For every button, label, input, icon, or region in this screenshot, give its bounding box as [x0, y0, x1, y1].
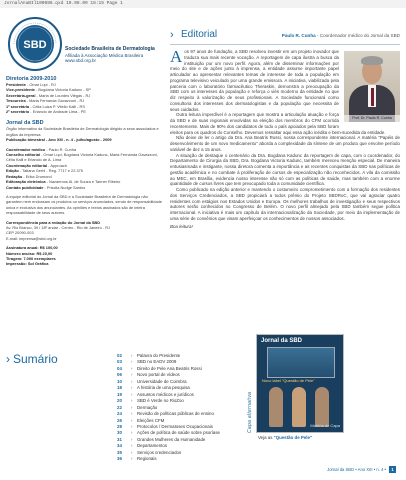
chevron-right-icon: ›	[131, 423, 133, 429]
drop-cap: A	[170, 47, 183, 66]
toc-label: Regionais	[137, 456, 157, 462]
chevron-right-icon: ›	[131, 353, 133, 358]
chevron-right-icon: ›	[131, 404, 133, 410]
cover-corner-label: Matéria de Capa	[310, 423, 340, 428]
editorial-signoff: Boa leitura!	[170, 223, 193, 229]
contact-block	[6, 220, 164, 242]
toc-page-number: 03	[117, 359, 122, 365]
toc-page-number: 28	[117, 423, 122, 429]
toc-label: Serviços credenciados	[137, 449, 182, 455]
single-price: Número avulso: R$ 20,00	[6, 250, 53, 256]
contact-address: Av. Rio Branco, 39 / 18º andar - Centro - Rio de Janeiro - RJ	[6, 224, 110, 230]
editorial-paragraph: Outra leitura imperdível é a reportagem que mostra a articulação atuação e força da SBD e de suas regionais envolvidas na eleição dos membros do CFM ocorrida recentemente. Mais de 90% dos candidatos de todo o país apoiados pela SBD foram eleitos para os quadros do Conselho. Devemos ressaltar aqui essa ação inédita e bem-sucedida da entidade.	[170, 112, 386, 135]
cover-person-figure	[315, 387, 329, 427]
team-line: Coordenador médico - Paulo R. Cunha	[6, 146, 77, 152]
chevron-right-icon: ›	[131, 378, 133, 384]
editorial-title: Editorial	[181, 29, 218, 40]
org-tagline: Afiliada à Associação Médica Brasileira	[65, 52, 144, 58]
directory-line: Tesoureira - Maria Fernanda Gavazzoni - RJ	[6, 98, 85, 104]
print-header: JornalAnuBIl100086.qxd 19.08.09 18:15 Page 1	[0, 0, 406, 8]
toc-page-number: 36	[117, 456, 122, 462]
jornal-title: Jornal da SBD	[6, 120, 44, 127]
footer-text: Jornal da SBD • Ano XIII • n. 4 •	[327, 467, 386, 472]
directory-line: Presidente - Omar Lupi - RJ	[6, 82, 56, 87]
chevron-right-icon: ›	[131, 449, 133, 455]
toc-label: Dermação	[137, 404, 158, 410]
toc-page-number: 20	[117, 398, 122, 404]
editorial-header	[170, 30, 400, 45]
cover-tv-screen	[267, 347, 335, 378]
org-website[interactable]: www.sbd.org.br	[65, 58, 97, 63]
toc-page-number: 30	[117, 430, 122, 436]
cover-person-figure	[269, 387, 283, 427]
editorial-paragraph: os 97 anos de fundação, a SBD resolveu investir em um projeto inovador que traduza sua mais recente vocação. A reportagem de capa ilustra a busca da instituição por um novo perfil. Agora, além de disseminar informações por meio do site e de ações junto à imprensa, a entidade assume importante papel articulador ao apresentar relevantes temas de interesse de toda a população em programa televisivo veiculado por uma grande emissora. A iniciativa, viabilizada pela parceria com o laboratório farmacêutico Theraskin, demonstra a preocupação da SBD com os interesses da população e reforça o viés moderno da entidade no que diz respeito à valorização de seus profissionais. A Sociedade funcionará como consultoria dos interesses dos dermatologistas e da população que necessita de seus cuidados.	[170, 49, 339, 112]
page-number: 1	[389, 466, 396, 473]
team-line: Editoração eletrônica - Nazarenos Al. de Souza e Tanner Ribeiro	[6, 179, 121, 185]
toc-page-number: 31	[117, 436, 122, 442]
directory-line: Secretária-geral - Maria de Lourdes Viégas - RJ	[6, 92, 91, 98]
chevron-right-icon: ›	[170, 29, 174, 41]
toc-page-number: 34	[117, 443, 122, 449]
directory-line: 2º secretário - Erlancio de Andrade Lima - PE	[6, 109, 86, 115]
toc-page-number: 24	[117, 411, 122, 417]
chevron-right-icon: ›	[131, 443, 133, 449]
toc-page-number: 10	[117, 378, 122, 384]
editorial-section	[170, 30, 400, 229]
toc-page-number: 18	[117, 385, 122, 391]
masthead-column	[6, 14, 164, 267]
alt-cover-image[interactable]	[256, 334, 344, 433]
table-of-contents	[117, 353, 242, 463]
cover-link[interactable]: Veja as "Questão de Pele"	[258, 435, 312, 440]
toc-label: Ações de política de saúde sobre psoríase	[137, 430, 220, 436]
toc-page-number: 35	[117, 449, 122, 455]
chevron-right-icon: ›	[131, 430, 133, 436]
summary-header	[6, 352, 58, 366]
svg-text:SBD: SBD	[23, 39, 47, 51]
chevron-right-icon: ›	[131, 372, 133, 378]
directory-title: Diretoria 2009-2010	[6, 76, 57, 82]
org-name: Sociedade Brasileira de Dermatologia	[65, 46, 155, 52]
cover-person-figure	[292, 387, 306, 427]
contact-title: Correspondência para a redação do Jornal da SBD	[6, 219, 101, 225]
team-line: Redação - Erika Drumond	[6, 173, 52, 179]
chevron-right-icon: ›	[131, 365, 133, 371]
editorial-paragraph: A situação de destaque o centenário da Dra. Bogdana Kadunc da reportagem de capa, com o coordenador, do Departamento de Cirurgia da SBD, Dra. Bogdana Victoria Kadunc, também mereceu menção especial. De maneira entusiasmada e instigante, nossa diretora comenta a importância e as recentes conquistas da SBD nas políticas de gestão acadêmica e no combate à proliferação de cursos de especialização não reconhecidos. A vila da comissão ao MEC, em Brasília, evidencia nosso interesse não só com as políticas de saúde, mas também com a enorme quantidade de cursos livres que tem preocupado toda a comunidade científica.	[170, 152, 400, 187]
team-list	[6, 147, 164, 190]
editorial-author: Paulo R. Cunha - Coordenador médico do Jornal da SBD	[281, 33, 400, 38]
toc-page-number: 26	[117, 417, 122, 423]
chevron-right-icon: ›	[131, 417, 133, 423]
toc-page-number: 04	[117, 365, 122, 371]
toc-label: Palavra do Presidente	[137, 353, 181, 358]
team-line: Edição - Tatiana Gerhl - Reg. 7717 e 22.375	[6, 168, 83, 174]
toc-label: Grandes Mulheres da Humanidade	[137, 436, 206, 442]
cover-subtitle: Novo label "Questão de Pele"	[262, 378, 315, 383]
chevron-right-icon: ›	[6, 352, 10, 366]
jornal-desc: Órgão informativo da Sociedade Brasileira de Dermatologia dirigido a seus associados e órgãos da imprensa.	[6, 126, 159, 137]
chevron-right-icon: ›	[131, 411, 133, 417]
photo-caption: Prof. Dr. Paulo R. Cunha	[344, 115, 400, 122]
toc-page-number: 22	[117, 404, 122, 410]
toc-label: SBD é Verde no RioZoo	[137, 398, 184, 404]
toc-label: A história de uma pesquisa	[137, 385, 190, 391]
contact-cep: CEP 20090-003	[6, 230, 34, 236]
logo-block	[6, 14, 164, 74]
team-line: Contato publicidade - Priscila Nudge Santos	[6, 184, 86, 190]
editorial-paragraph: Como publicado na edição anterior e mantendo o costumeiro comprometimento com a formação dos residentes dos Serviços Credenciados, a SBD propiciará a todos prêmio do Projeto SBDRoC, que vai agraciar quatro residentes com estágios nos Estados Unidos e Europa. Os melhores trabalhos de investigação e seus respectivos autores serão conhecidos no Congresso de Belém. O novo perfil almejado pela SBD também segue política internacional. A iniciativa é mais um capítulo da internacionalização da Sociedade, por meio da implementação de uma série de convênios que visam aperfeiçoar os conhecimentos de nossos associados.	[170, 187, 400, 221]
toc-label: Direito de Pele Ana Beatris Rossi	[137, 365, 202, 371]
jornal-pub: Publicação bimestral - Ano XIII - n. 4 - julho/agosto - 2009	[6, 137, 112, 143]
toc-item[interactable]	[117, 456, 242, 462]
author-photo	[344, 51, 400, 122]
chevron-right-icon: ›	[131, 436, 133, 442]
sbd-seal-logo	[6, 16, 64, 72]
directory-line: Vice-presidente - Bogdana Victoria Kadunc - SP	[6, 87, 91, 93]
alt-cover-label: Capa alternativa	[247, 391, 253, 433]
toc-label: Protocolos / Dermatoses Ocupacionais	[137, 423, 213, 429]
toc-page-number: 02	[117, 353, 122, 358]
contact-email[interactable]: E-mail: imprensa@sbd.org.br	[6, 235, 57, 241]
directory-line: 1ª secretária - Célia Luiza P. Vitello Kalil - RS	[6, 103, 85, 109]
print-run: Tiragem: 7.000 exemplares	[6, 255, 56, 261]
toc-label: SBD no EADV 2009	[137, 359, 177, 365]
printer: Impressão: Sol Gráfica	[6, 261, 49, 267]
page-footer	[327, 466, 396, 473]
toc-label: Universidade de Coimbra	[137, 378, 187, 384]
disclaimer-note: A equipe editorial do Jornal da SBD e a Sociedade Brasileira de Dermatologia não garantem nem endossam os produtos ou serviços anunciados, sendo de responsabilidade única e exclusiva dos anunciantes. As opiniões e textos assinados são de inteira responsabilidade de seus autores.	[6, 193, 162, 216]
toc-label: Novo portal de vídeos	[137, 372, 180, 378]
summary-title: Sumário	[13, 352, 58, 366]
toc-label: Eleições CFM	[137, 417, 165, 423]
toc-label: Revisão de políticas públicas de ensino	[137, 411, 214, 417]
toc-label: Departamentos	[137, 443, 168, 449]
toc-page-number: 06	[117, 372, 122, 378]
toc-label: Assuntos médicos e jurídicos	[137, 391, 194, 397]
org-info	[65, 47, 155, 64]
chevron-right-icon: ›	[131, 385, 133, 391]
directory-list	[6, 82, 164, 114]
editorial-paragraph: Não deixe de ler o artigo da Dra. Ana Beatris Rossi, nossa correspondente internacional. A matéria "Papéis de desenvolvimento de um novo medicamento" aborda a complexidade da síntese de um produto que envolve período variável de dez a 15 anos.	[170, 135, 400, 152]
chevron-right-icon: ›	[131, 398, 133, 404]
annual-price: Assinatura anual: R$ 100,00	[6, 245, 58, 251]
toc-page-number: 19	[117, 391, 122, 397]
subscription-block	[6, 245, 164, 267]
cover-title: Jornal da SBD	[261, 338, 303, 344]
team-line: Conselho editorial - Omar Lupi, Bogdana Victoria Kadunc, Maria Fernanda Gavazzoni, Célia Kalil e Erlancio de A. Lima	[6, 152, 158, 163]
chevron-right-icon: ›	[131, 359, 133, 365]
chevron-right-icon: ›	[131, 391, 133, 397]
team-line: Coordenação editorial - Approach	[6, 162, 67, 168]
chevron-right-icon: ›	[131, 456, 133, 462]
editorial-body	[170, 49, 400, 229]
